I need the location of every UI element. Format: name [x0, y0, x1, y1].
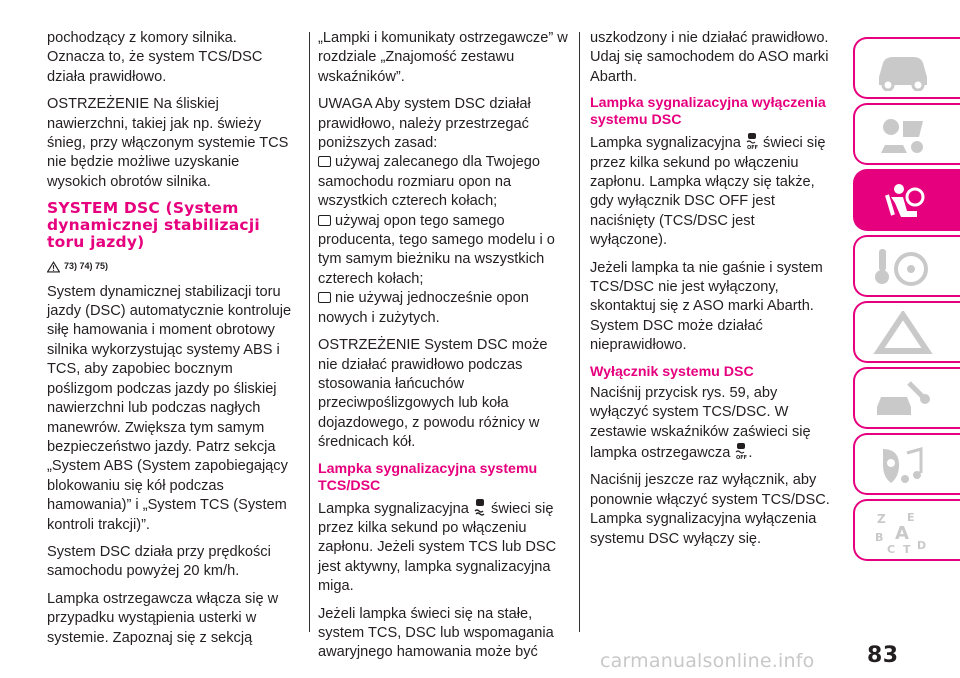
list-item [318, 289, 568, 328]
index-letters-icon [873, 509, 933, 553]
page-number: 83 [867, 643, 899, 668]
list-item-text: nie używaj jednocześnie opon nowych i zużytych. [318, 290, 529, 326]
paragraph: Lampka ostrzegawcza włącza się w przypadku wystąpienia usterki w systemie. Zapoznaj się z sekcją [47, 590, 279, 646]
tab-maintenance[interactable] [853, 367, 960, 429]
warning-refs-text: 73) 74) 75) [64, 261, 109, 272]
column-2 [318, 29, 568, 671]
warning-paragraph: OSTRZEŻENIE Na śliskiej nawierzchni, takiej jak np. świeży śnieg, przy włączonym systemie TCS nie będzie możliwe uzyskanie wysokich obrotów silnika. [47, 96, 289, 190]
paragraph [318, 498, 568, 597]
text: świeci się przez kilka sekund po włączeniu zapłonu. Jeżeli system TCS lub DSC jest aktywny, lampka sygnalizacyjna miga. [318, 500, 557, 595]
paragraph: Naciśnij jeszcze raz wyłącznik, aby ponownie włączyć system TCS/DSC. Lampka sygnalizacyjna wyłączenia systemu DSC wyłączy się. [590, 472, 830, 547]
svg-text:C: C [887, 543, 896, 553]
paragraph: Jeżeli lampka ta nie gaśnie i system TCS/DSC nie jest wyłączony, skontaktuj się z ASO marki Abarth. System DSC może działać nieprawidłowo. [590, 259, 823, 354]
dsc-off-icon [745, 132, 759, 150]
column-3 [590, 29, 835, 557]
tab-safety[interactable] [853, 169, 960, 231]
media-icon [873, 443, 933, 487]
list-item [318, 212, 568, 290]
svg-text:Z: Z [877, 512, 886, 526]
paragraph: pochodzący z komory silnika. Oznacza to, że system TCS/DSC działa prawidłowo. [47, 30, 263, 85]
paragraph: „Lampki i komunikaty ostrzegawcze” w rozdziale „Znajomość zestawu wskaźników”. [318, 30, 568, 85]
column-1 [47, 29, 297, 656]
tab-dashboard[interactable] [853, 103, 960, 165]
list-item [318, 153, 568, 211]
paragraph: System dynamicznej stabilizacji toru jazdy (DSC) automatycznie kontroluje siłę hamowania i moment obrotowy silnika wykorzystując systemy ABS i TCS, aby zapobiec bocznym poślizgom podczas jazdy po śliskiej nawierzchni lub podczas nagłych manewrów. Zwiększa tym samym bezpieczeństwo jazdy. Patrz sekcja „System ABS (System zapobiegający blokowaniu się kół podczas hamowania)” i „System TCS (System kontroli trakcji)”. [47, 283, 292, 533]
skidding-car-icon [473, 498, 487, 516]
checkbox-bullet-icon [318, 292, 331, 303]
paragraph: Jeżeli lampka świeci się na stałe, system TCS, DSC lub wspomagania awaryjnego hamowania może być [318, 605, 554, 661]
list-item-text: używaj opon tego samego producenta, tego samego modelu i o tym samym bieżniku na wszystkich czterech kołach; [318, 212, 555, 287]
wrench-car-icon [873, 377, 933, 421]
column-divider [579, 32, 580, 632]
section-heading-dsc: SYSTEM DSC (System dynamicznej stabilizacji toru jazdy) [47, 199, 260, 252]
text: Naciśnij przycisk rys. 59, aby wyłączyć system TCS/DSC. W zestawie wskaźników zaświeci się lampka ostrzegawcza [590, 384, 811, 461]
checkbox-bullet-icon [318, 156, 331, 167]
subheading-dsc-switch: Wyłącznik systemu DSC [590, 363, 754, 380]
column-divider [309, 32, 310, 632]
airbag-seat-icon [873, 179, 933, 223]
svg-text:T: T [903, 543, 911, 553]
warning-triangle-icon [47, 261, 60, 273]
tab-emergency[interactable] [853, 301, 960, 363]
svg-text:B: B [875, 531, 884, 544]
watermark: carmanualsonline.info [600, 650, 815, 672]
svg-text:OFF: OFF [746, 145, 759, 151]
warning-triangle-icon [873, 311, 933, 355]
subheading-dsc-off-lamp: Lampka sygnalizacyjna wyłączenia systemu DSC [590, 95, 826, 129]
svg-text:E: E [907, 511, 915, 524]
list-item-text: używaj zalecanego dla Twojego samochodu rozmiaru opon na wszystkich czterech kołach; [318, 154, 540, 210]
note-paragraph: UWAGA Aby system DSC działał prawidłowo, należy przestrzegać poniższych zasad: [318, 96, 531, 152]
svg-text:D: D [917, 539, 927, 552]
key-steering-wheel-icon [873, 245, 933, 289]
text: . [748, 444, 753, 461]
tab-index[interactable] [853, 499, 960, 561]
car-icon [873, 47, 933, 91]
text: Lampka sygnalizacyjna [318, 500, 469, 517]
subheading-tcs-dsc-lamp: Lampka sygnalizacyjna systemu TCS/DSC [318, 460, 538, 494]
paragraph [590, 132, 835, 250]
paragraph: System DSC działa przy prędkości samochodu powyżej 20 km/h. [47, 543, 271, 580]
dsc-off-icon [734, 442, 748, 460]
paragraph: uszkodzony i nie działać prawidłowo. Udaj się samochodem do ASO marki Abarth. [590, 30, 829, 85]
dashboard-lights-icon [873, 113, 933, 157]
paragraph [590, 384, 835, 464]
warning-paragraph: OSTRZEŻENIE System DSC może nie działać prawidłowo podczas stosowania łańcuchów przeciwpoślizgowych lub koła dojazdowego, z powodu różnicy w średnicach kół. [318, 337, 548, 451]
warning-references [47, 257, 297, 276]
checkbox-bullet-icon [318, 215, 331, 226]
text: Lampka sygnalizacyjna [590, 135, 741, 152]
tab-car[interactable] [853, 37, 960, 99]
tab-starting-driving[interactable] [853, 235, 960, 297]
tab-multimedia[interactable] [853, 433, 960, 495]
svg-text:A: A [895, 523, 909, 544]
svg-text:OFF: OFF [736, 454, 748, 460]
text: świeci się przez kilka sekund po włączeniu zapłonu. Lampka włączy się także, gdy wyłącznik DSC OFF jest naciśnięty (TCS/DSC jest wyłączone). [590, 135, 826, 249]
